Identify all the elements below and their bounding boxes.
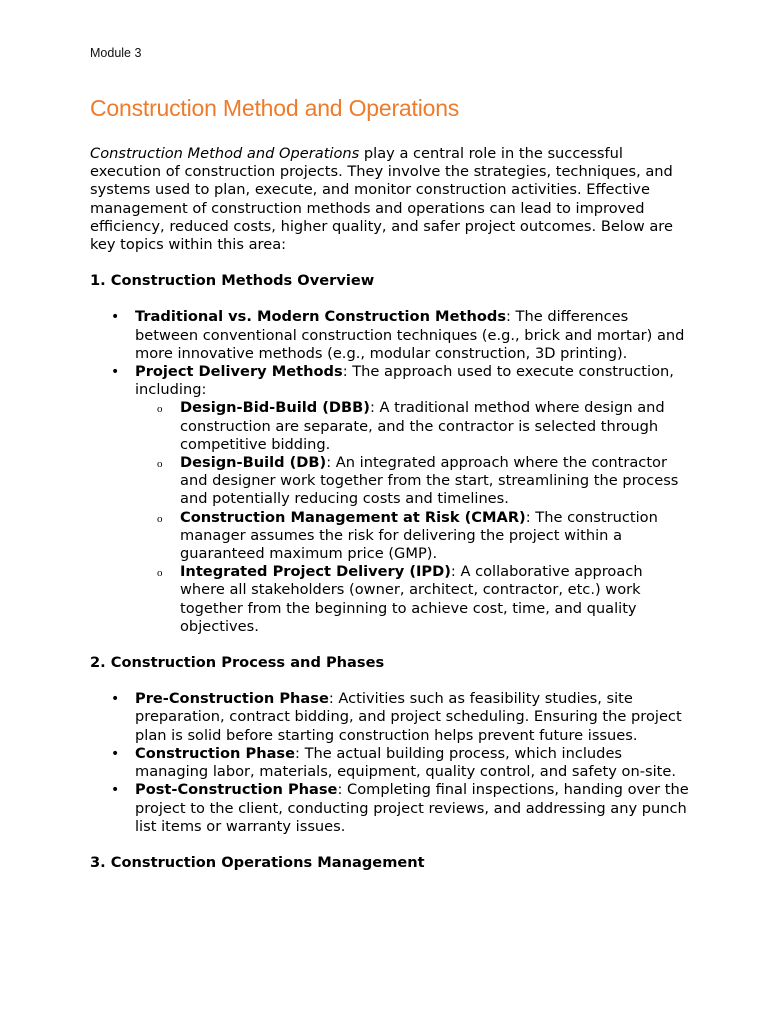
item-term: Design-Bid-Build (DBB) [180,399,370,417]
section-list [90,690,690,836]
sub-list [135,399,690,636]
bullet-icon: • [111,309,120,326]
sub-bullet-icon: o [157,458,163,471]
item-term: Post-Construction Phase [135,781,338,799]
section-heading-operations-management: 3. Construction Operations Management [90,853,425,871]
item-term: Construction Phase [135,744,296,762]
section-heading-methods-overview: 1. Construction Methods Overview [90,272,375,290]
document-body [90,145,690,890]
bullet-icon: • [111,691,120,708]
section-list [90,308,690,636]
bullet-icon: • [111,364,120,381]
page-title: Construction Method and Operations [90,95,460,121]
item-text: : A traditional method where design and construction are separate, and the contractor is selected through competitive bidding. [180,399,665,453]
item-text: : Completing final inspections, handing over the project to the client, conducting project reviews, and addressing any punch list items or warranty issues. [135,781,689,835]
item-text: : The differences between conventional construction techniques (e.g., brick and mortar) and more innovative methods (e.g., modular construction, 3D printing). [135,308,685,362]
list-item [111,744,690,781]
sub-bullet-icon: o [157,403,163,416]
list-item [111,781,690,836]
item-term: Project Delivery Methods [135,363,343,381]
item-text: : The construction manager assumes the risk for delivering the project within a guaranteed maximum price (GMP). [180,508,658,563]
item-term: Pre-Construction Phase [135,690,329,708]
item-term: Integrated Project Delivery (IPD) [180,563,451,581]
item-text: : The actual building process, which includes managing labor, materials, equipment, quality control, and safety on-site. [135,744,676,781]
intro-text: play a central role in the successful execution of construction projects. They involve the strategies, techniques, and systems used to plan, execute, and monitor construction activities. Effective management of construction methods and operations can lead to improved efficiency, reduced costs, higher quality, and safer project outcomes. Below are key topics within this area: [90,145,673,254]
intro-italic: Construction Method and Operations [90,145,360,162]
bullet-icon: • [111,745,120,762]
module-header: Module 3 [90,46,142,60]
sub-list-item [157,454,690,509]
list-item [111,690,690,745]
item-text: : Activities such as feasibility studies, site preparation, contract bidding, and project scheduling. Ensuring the project plan is solid before starting construction helps prevent future issues. [135,690,682,744]
intro-paragraph [90,145,690,254]
item-text: : An integrated approach where the contractor and designer work together from the start, streamlining the process and potentially reducing costs and timelines. [180,454,679,508]
item-term: Construction Management at Risk (CMAR) [180,508,526,526]
item-text: : A collaborative approach where all stakeholders (owner, architect, contractor, etc.) work together from the beginning to achieve cost, time, and quality objectives. [180,563,643,635]
sub-list-item [157,399,690,454]
sub-list-item [157,508,690,564]
section-heading-process-phases: 2. Construction Process and Phases [90,654,385,672]
list-item [111,363,690,636]
sub-list-item [157,563,690,636]
item-term: Design-Build (DB) [180,454,327,472]
list-item [111,308,690,363]
sub-bullet-icon: o [157,512,163,525]
item-term: Traditional vs. Modern Construction Methods [135,308,506,326]
item-text: : The approach used to execute construction, including: [135,363,674,399]
sub-bullet-icon: o [157,567,163,580]
bullet-icon: • [111,782,120,799]
